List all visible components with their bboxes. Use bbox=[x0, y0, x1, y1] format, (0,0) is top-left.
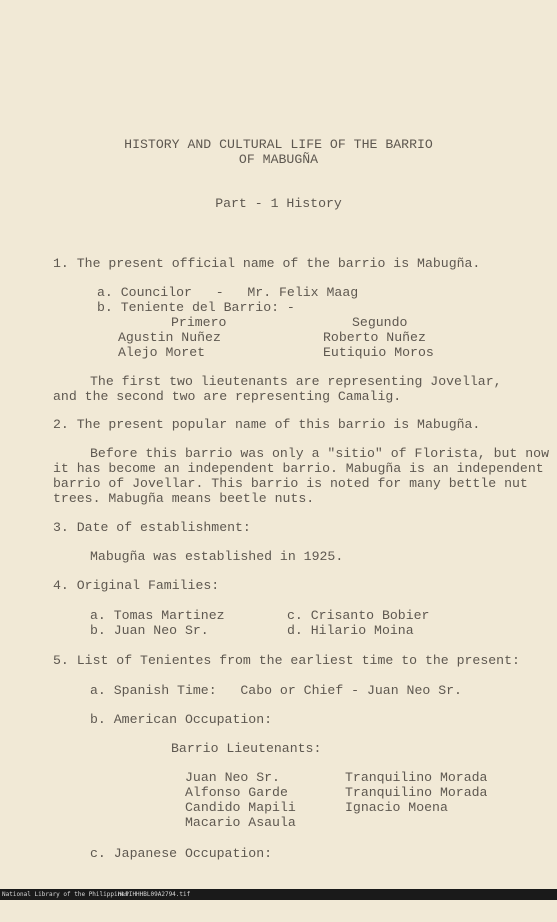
section-1-heading: 1. The present official name of the barrio is Mabugña. bbox=[53, 256, 481, 271]
lieutenant-left-4: Macario Asaula bbox=[185, 815, 296, 830]
scan-footer-bar bbox=[0, 889, 557, 900]
section-3-text: Mabugña was established in 1925. bbox=[90, 549, 344, 564]
lieutenant-right-3: Ignacio Moena bbox=[345, 800, 448, 815]
councilor-line: a. Councilor - Mr. Felix Maag bbox=[97, 285, 359, 300]
title-line-2: OF MABUGÑA bbox=[238, 152, 319, 167]
segundo-label: Segundo bbox=[352, 315, 408, 330]
family-a: a. Tomas Martinez bbox=[90, 608, 225, 623]
lieutenant-left-3: Candido Mapili bbox=[185, 800, 296, 815]
american-occupation-line: b. American Occupation: bbox=[90, 712, 273, 727]
lieutenant-left-1: Juan Neo Sr. bbox=[185, 770, 280, 785]
section-1-paragraph-line-2: and the second two are representing Camalig. bbox=[53, 389, 402, 404]
section-1-paragraph-line-1: The first two lieutenants are representing Jovellar, bbox=[90, 374, 502, 389]
japanese-occupation-line: c. Japanese Occupation: bbox=[90, 846, 273, 861]
lieutenant-right-1: Tranquilino Morada bbox=[345, 770, 488, 785]
family-b: b. Juan Neo Sr. bbox=[90, 623, 209, 638]
footer-library-label: National Library of the Philippines bbox=[2, 891, 129, 898]
section-2-heading: 2. The present popular name of this barrio is Mabugña. bbox=[53, 417, 481, 432]
lieutenant-right-2: Tranquilino Morada bbox=[345, 785, 488, 800]
family-c: c. Crisanto Bobier bbox=[287, 608, 430, 623]
family-d: d. Hilario Moina bbox=[287, 623, 414, 638]
primero-name-2: Alejo Moret bbox=[118, 345, 206, 360]
primero-name-1: Agustin Nuñez bbox=[118, 330, 221, 345]
section-3-heading: 3. Date of establishment: bbox=[53, 520, 251, 535]
section-4-heading: 4. Original Families: bbox=[53, 578, 220, 593]
segundo-name-1: Roberto Nuñez bbox=[323, 330, 426, 345]
footer-file-label: HLPIHHHBL09A2794.tif bbox=[118, 891, 191, 898]
section-5-heading: 5. List of Tenientes from the earliest time to the present: bbox=[53, 653, 520, 668]
section-2-paragraph-line-2: it has become an independent barrio. Mabugña is an independent bbox=[53, 461, 544, 476]
primero-label: Primero bbox=[171, 315, 227, 330]
segundo-name-2: Eutiquio Moros bbox=[323, 345, 434, 360]
title-line-1: HISTORY AND CULTURAL LIFE OF THE BARRIO bbox=[124, 137, 433, 152]
section-2-paragraph-line-1: Before this barrio was only a "sitio" of Florista, but now bbox=[90, 446, 549, 461]
section-2-paragraph-line-4: trees. Mabugña means beetle nuts. bbox=[53, 491, 315, 506]
barrio-lieutenants-label: Barrio Lieutenants: bbox=[171, 741, 322, 756]
section-2-paragraph-line-3: barrio of Jovellar. This barrio is noted for many bettle nut bbox=[53, 476, 528, 491]
spanish-time-line: a. Spanish Time: Cabo or Chief - Juan Neo Sr. bbox=[90, 683, 462, 698]
lieutenant-left-2: Alfonso Garde bbox=[185, 785, 288, 800]
teniente-line: b. Teniente del Barrio: - bbox=[97, 300, 295, 315]
part-heading: Part - 1 History bbox=[215, 196, 342, 211]
